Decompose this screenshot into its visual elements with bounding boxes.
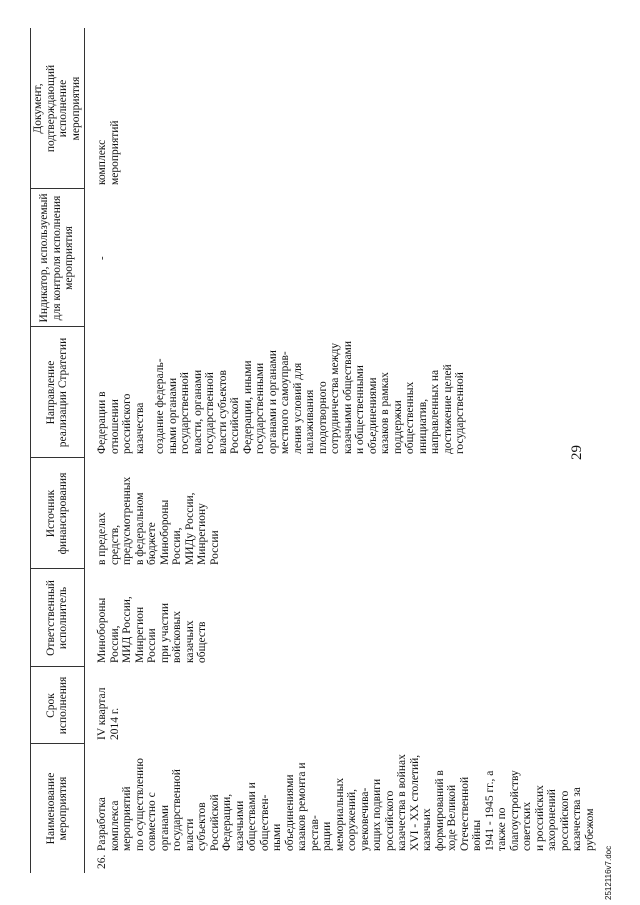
header-document: Документ, подтверждающий исполнение мероприятия (32, 64, 82, 153)
document-footer: 2512116v7.doc (604, 845, 613, 900)
row-direction: создание федераль- ными органами государственной власти, органами государственной власти субъектов Российской Федерации, иными государственными органами и органами местного самоуправ- ления условий для налаживания плодотворного сотрудничества между казачьими обществами и общественными объединениями казаков в рамках поддержки общественных инициатив, направленных на достижение целей государственной (154, 341, 466, 454)
row-funding: в пределах средств, предусмотренных в федеральном бюджете Минобороны России, МИДу России, Минрегиону России (96, 476, 221, 565)
row-executor: Минобороны России, МИД России, Минрегион России при участии войсковых казачьих обществ (96, 596, 208, 663)
header-name: Наименование мероприятия (44, 772, 69, 845)
header-funding: Источник финансирования (44, 472, 69, 555)
row-indicator: - (96, 256, 108, 260)
row-document: комплекс мероприятий (96, 120, 121, 185)
header-indicator: Индикатор, используемый для контроля исполнения мероприятия (38, 193, 76, 323)
header-term: Срок исполнения (44, 676, 69, 735)
row-number: 26. (96, 854, 108, 869)
continuation-direction: Федерации в отношении российского казачества (96, 391, 146, 454)
header-executor: Ответственный исполнитель (44, 580, 69, 656)
page-number: 29 (569, 445, 585, 460)
row-name: Разработка комплекса мероприятий по осуществлению совместно с органами государственной власти субъектов Российской Федерации, казачьими обществами и обществен- ными объединениями казаков ремонта и рестав- рации мемориальных сооружений, увековечива- ющих подвиги российского казачества в войнах XVI - XX столетий, казачьих формирований в ходе Великой Отечественной войны 1941 - 1945 гг., а также по благоустройству советских и российских захоронений российского казачества за рубежом (96, 754, 596, 851)
row-term: IV квартал 2014 г. (96, 687, 121, 740)
header-direction: Направление реализации Стратегии (44, 337, 69, 448)
header-bottom-border (84, 28, 85, 873)
